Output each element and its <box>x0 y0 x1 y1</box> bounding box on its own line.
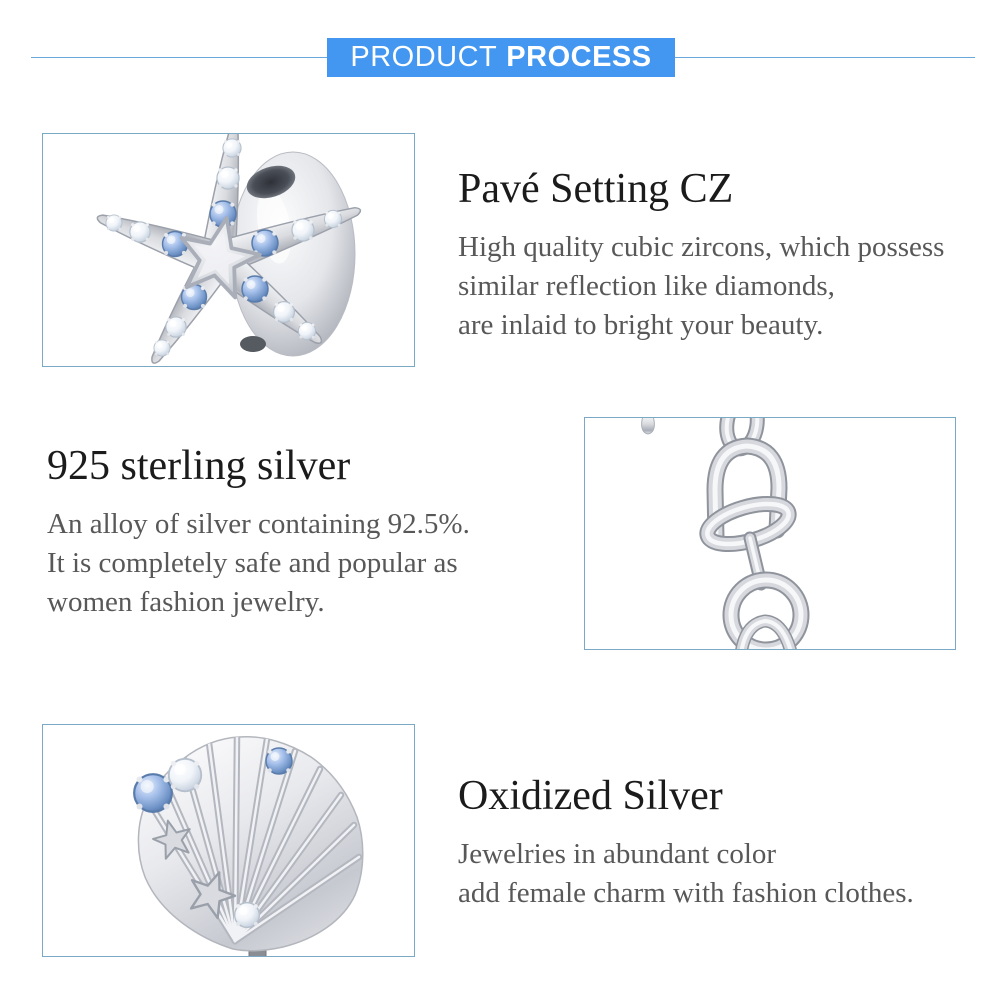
oxidized-silver-section <box>458 773 914 913</box>
starfish-charm-image <box>43 134 414 366</box>
starfish-charm-photo <box>42 133 415 367</box>
section-body-line: An alloy of silver containing 92.5%. <box>47 508 470 540</box>
section-body-line: add female charm with fashion clothes. <box>458 877 914 909</box>
section-body-line: It is completely safe and popular as <box>47 547 458 579</box>
shell-charm-photo <box>42 724 415 957</box>
banner-title-regular: PRODUCT <box>350 41 498 73</box>
section-body-line: women fashion jewelry. <box>47 586 325 618</box>
sterling-silver-section <box>47 443 470 622</box>
section-heading: Oxidized Silver <box>458 773 723 819</box>
shell-charm-image <box>43 725 414 956</box>
banner-title-bold: PROCESS <box>506 41 652 73</box>
product-process-banner <box>327 38 675 77</box>
silver-chain-image <box>585 418 955 649</box>
section-body-line: Jewelries in abundant color <box>458 838 777 870</box>
silver-chain-photo <box>584 417 956 650</box>
section-body-line: similar reflection like diamonds, <box>458 270 835 302</box>
section-body-line: High quality cubic zircons, which possess <box>458 231 945 263</box>
pave-setting-section <box>458 166 944 345</box>
section-heading: 925 sterling silver <box>47 443 351 489</box>
section-heading: Pavé Setting CZ <box>458 166 734 212</box>
section-body-line: are inlaid to bright your beauty. <box>458 309 824 341</box>
